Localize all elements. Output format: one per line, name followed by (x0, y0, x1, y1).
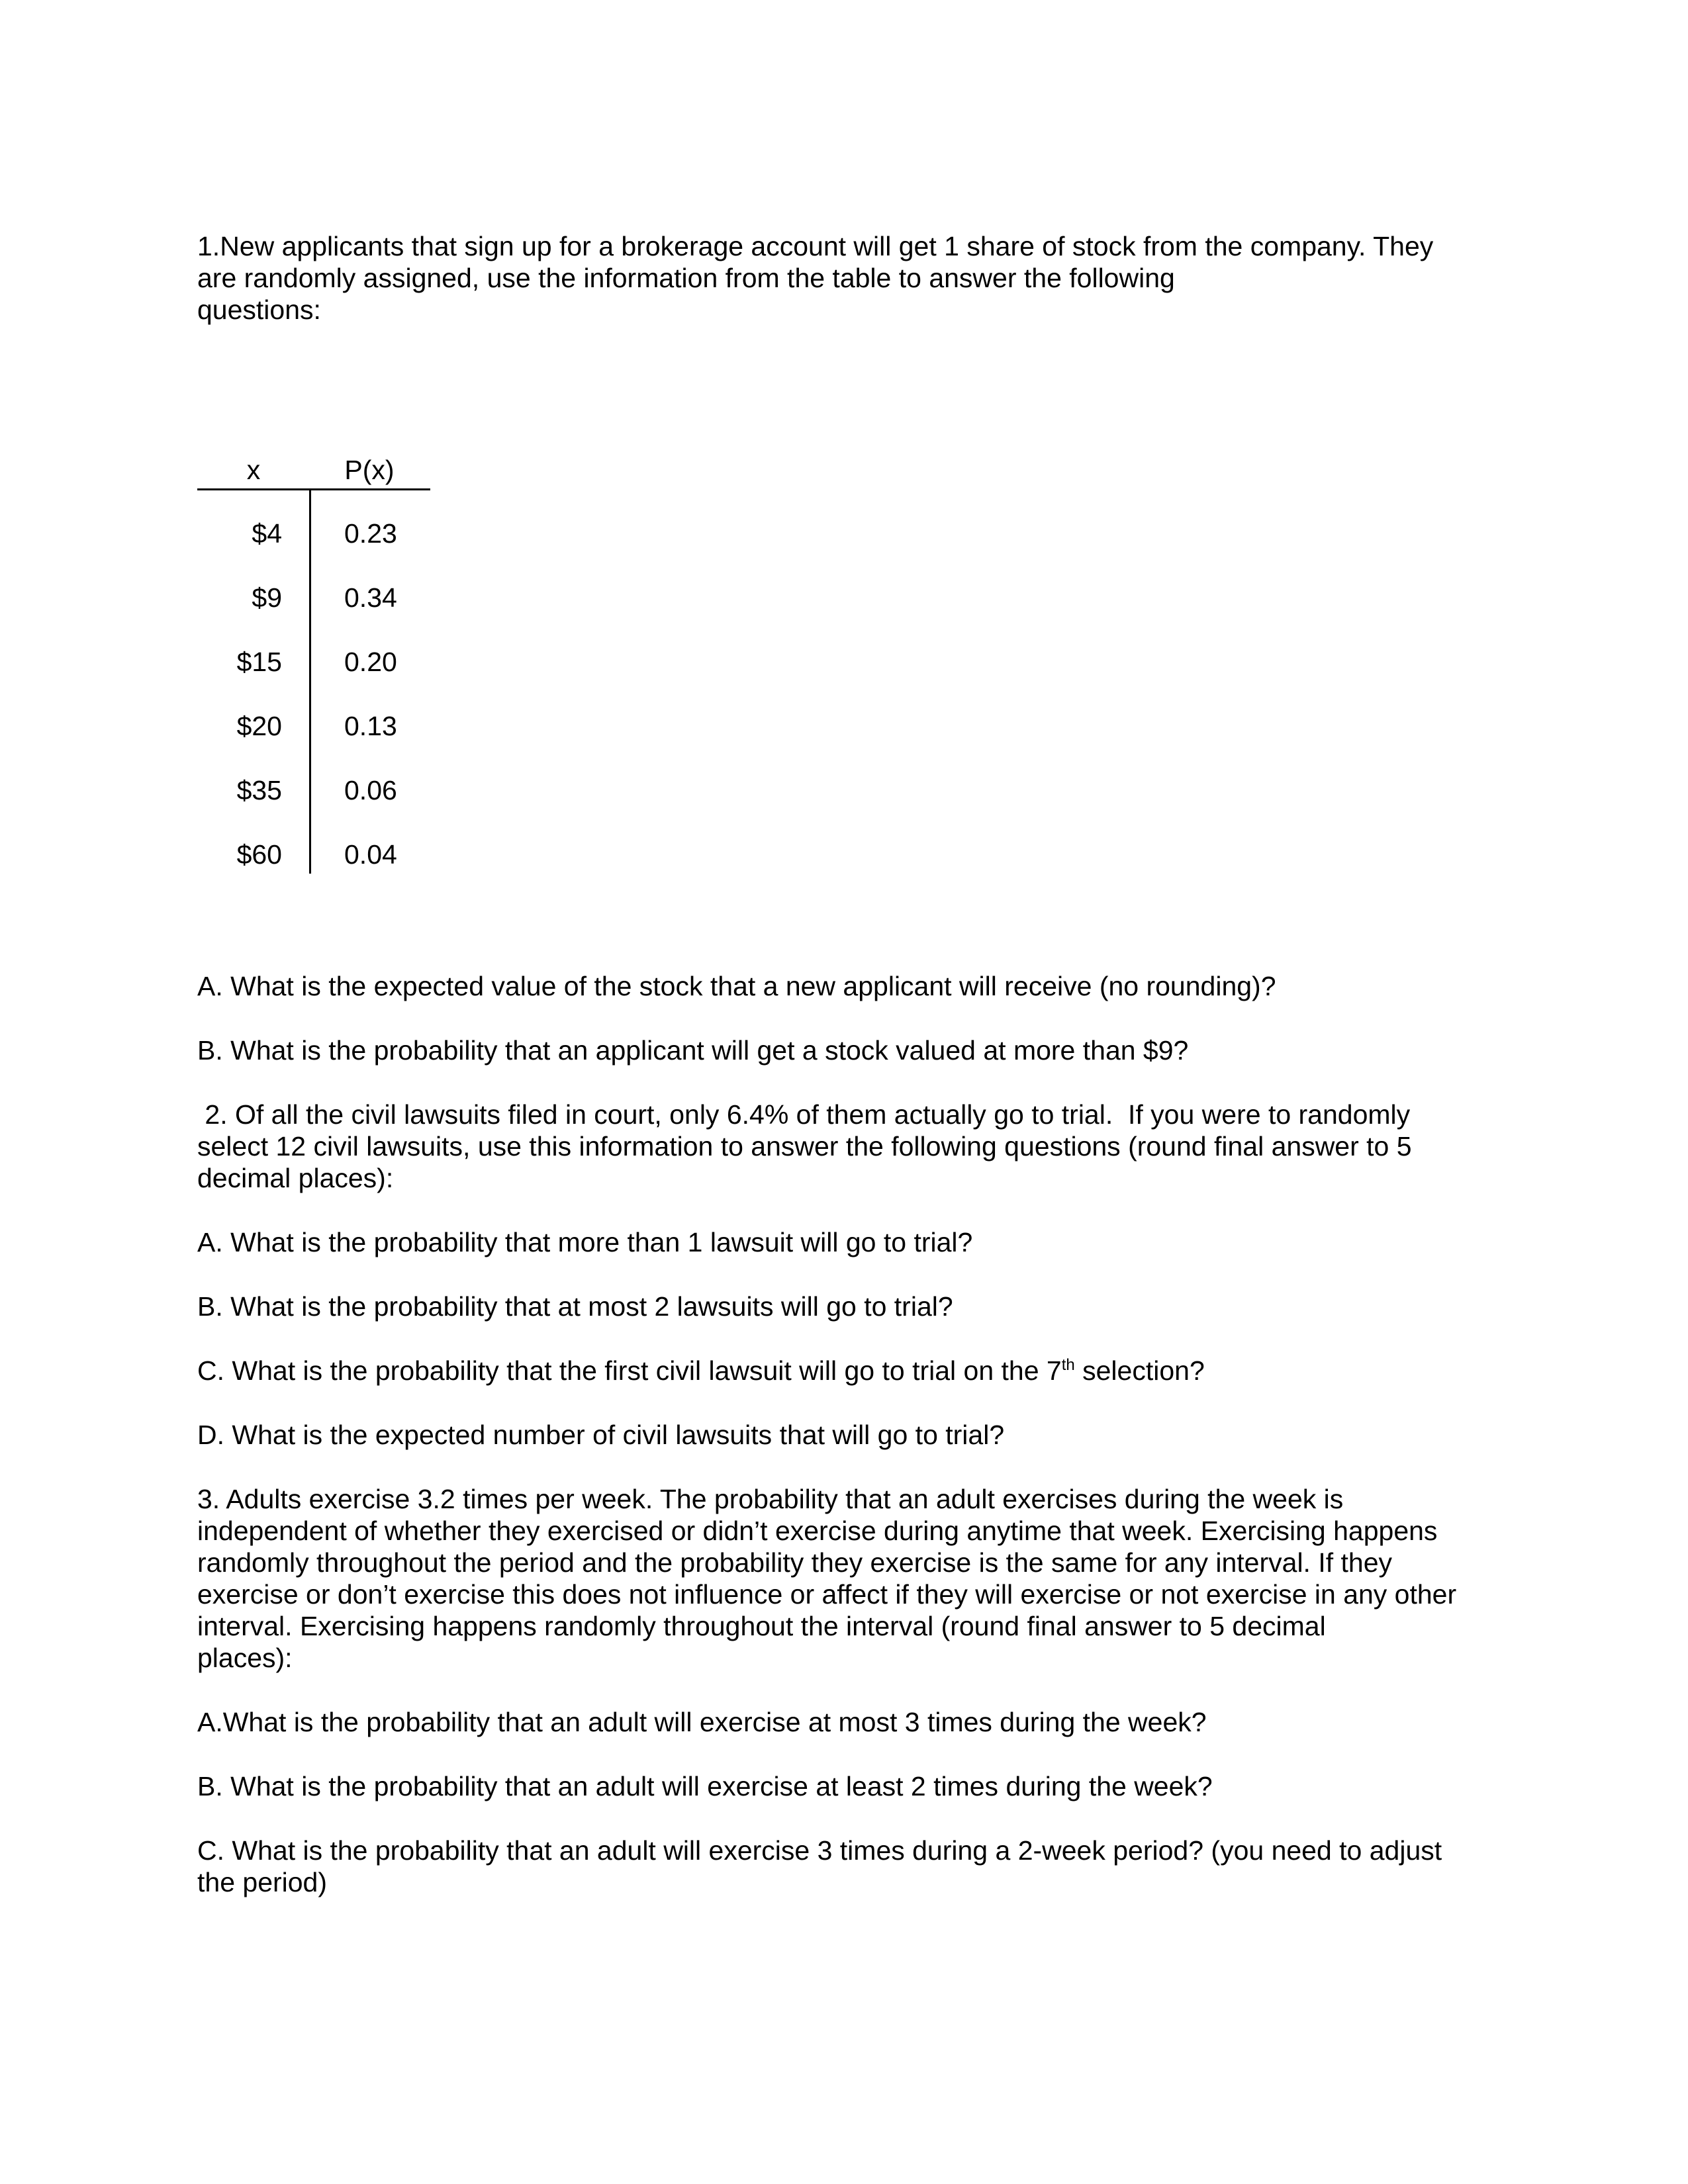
q2-part-a-text: A. What is the probability that more than 1 lawsuit will go to trial? (197, 1227, 973, 1257)
table-cell-x: $4 (252, 518, 282, 549)
q2-intro-line: 2. Of all the civil lawsuits filed in court, only 6.4% of them actually go to trial. If you were to randomly (197, 1099, 1411, 1130)
q3-part-b (197, 1770, 1488, 1802)
table-cell-p: 0.34 (344, 582, 397, 613)
probability-table (197, 450, 430, 874)
q3-intro-line: randomly throughout the period and the probability they exercise is the same for any interval. If they (197, 1547, 1393, 1578)
q2-part-b (197, 1291, 1488, 1322)
q1-part-b (197, 1034, 1488, 1066)
q3-part-c-line: the period) (197, 1867, 328, 1897)
q2-part-a (197, 1226, 1488, 1258)
table-column-rule (309, 488, 311, 874)
q2-intro-line: select 12 civil lawsuits, use this information to answer the following questions (round final answer to 5 (197, 1131, 1412, 1161)
table-cell-x: $35 (236, 775, 282, 805)
q1-part-a (197, 970, 1488, 1002)
table-cell-p: 0.13 (344, 711, 397, 741)
q2-intro (197, 1099, 1488, 1194)
table-cell-p: 0.23 (344, 518, 397, 549)
q3-intro-line: interval. Exercising happens randomly throughout the interval (round final answer to 5 decimal (197, 1611, 1326, 1641)
q2-part-b-text: B. What is the probability that at most 2 lawsuits will go to trial? (197, 1291, 953, 1322)
q3-part-b-text: B. What is the probability that an adult will exercise at least 2 times during the week? (197, 1771, 1213, 1801)
q2-part-d (197, 1419, 1488, 1451)
table-header-x: x (246, 455, 261, 485)
q3-intro-line: independent of whether they exercised or didn’t exercise during anytime that week. Exercising happens (197, 1516, 1438, 1546)
q2-intro-line: decimal places): (197, 1163, 394, 1193)
q2-part-c-before: C. What is the probability that the first civil lawsuit will go to trial on the 7 (197, 1355, 1062, 1386)
q1-part-b-text: B. What is the probability that an applicant will get a stock valued at more than $9? (197, 1035, 1189, 1066)
q2-part-c (197, 1355, 1488, 1387)
ordinal-superscript: th (1061, 1356, 1075, 1374)
q3-intro-line: places): (197, 1643, 293, 1673)
q1-part-a-text: A. What is the expected value of the stock that a new applicant will receive (no rounding)? (197, 971, 1276, 1001)
q3-intro-line: exercise or don’t exercise this does not influence or affect if they will exercise or not exercise in any other (197, 1579, 1457, 1610)
q2-part-c-after: selection? (1074, 1355, 1205, 1386)
q1-intro (197, 230, 1488, 326)
table-cell-p: 0.20 (344, 647, 397, 677)
table-cell-x: $15 (236, 647, 282, 677)
q3-intro-line: 3. Adults exercise 3.2 times per week. The probability that an adult exercises during the week is (197, 1484, 1344, 1514)
table-cell-x: $20 (236, 711, 282, 741)
q3-part-a (197, 1706, 1488, 1738)
table-cell-x: $60 (236, 839, 282, 870)
q1-intro-line: are randomly assigned, use the information from the table to answer the following (197, 263, 1175, 293)
q1-intro-line: 1.New applicants that sign up for a brokerage account will get 1 share of stock from the company. They (197, 231, 1434, 261)
q3-part-c (197, 1835, 1488, 1898)
table-cell-p: 0.06 (344, 775, 397, 805)
q3-intro (197, 1483, 1488, 1674)
table-cell-p: 0.04 (344, 839, 397, 870)
table-header-rule (197, 488, 430, 490)
table-cell-x: $9 (252, 582, 282, 613)
table-header-px: P(x) (344, 455, 395, 485)
q3-part-c-line: C. What is the probability that an adult will exercise 3 times during a 2-week period? (you need to adjust (197, 1835, 1442, 1866)
q1-intro-line: questions: (197, 295, 321, 325)
q3-part-a-text: A.What is the probability that an adult will exercise at most 3 times during the week? (197, 1707, 1207, 1737)
q2-part-d-text: D. What is the expected number of civil lawsuits that will go to trial? (197, 1420, 1005, 1450)
q2-part-c-text (197, 1355, 1488, 1387)
